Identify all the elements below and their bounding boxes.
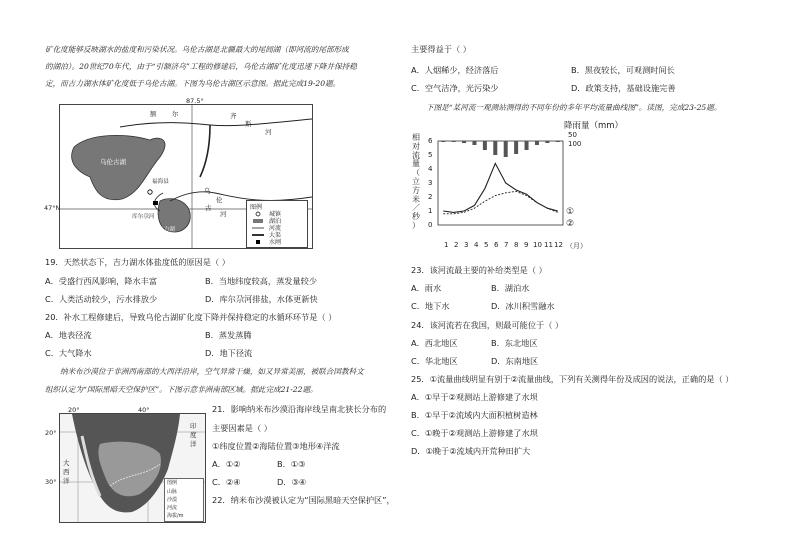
- month-2: 2: [454, 241, 459, 249]
- map1-label-wu: 乌: [204, 187, 211, 195]
- q23-option-c[interactable]: C．地下水: [411, 301, 450, 311]
- q25-option-a[interactable]: A．①早于②观测站上游修建了水坝: [411, 392, 538, 402]
- intro2-line-2: 组织认定为“国际黑暗天空保护区”。下图示意非洲南部区域。据此完成21-22题。: [45, 385, 318, 394]
- month-1: 1: [444, 241, 449, 249]
- q20-option-c[interactable]: C．大气降水: [45, 348, 92, 358]
- month-5: 5: [484, 241, 489, 249]
- q25-option-d[interactable]: D．①晚于②流域内开荒种田扩大: [411, 446, 531, 456]
- flow-tick-6: 6: [428, 137, 433, 145]
- q21-items: ①纬度位置②海陆位置③地形④洋流: [212, 441, 340, 451]
- q24-option-a[interactable]: A．西北地区: [411, 338, 458, 348]
- q24-stem: 24．该河流若在我国，则最可能位于（ ）: [411, 320, 564, 330]
- map2-legend-mountain: 山脉: [167, 489, 178, 495]
- intro3: 下图是“某河流一观测站测得的不同年份的多年平均流量曲线图”。读图，完成23-25题。: [426, 103, 722, 112]
- flow-tick-2: 2: [428, 193, 433, 201]
- curve-1-label: ①: [566, 207, 575, 217]
- rainfall-bar: [493, 141, 497, 155]
- map1-legend-lake: 湖泊: [269, 218, 282, 225]
- intro-line-1: 矿化度能够反映湖水的盐度和污染状况。乌伦古湖是北疆最大的尾闾湖（即河流的尾部形成: [45, 45, 349, 54]
- q23-option-a[interactable]: A．雨水: [411, 283, 442, 293]
- q23-stem: 23．该河流最主要的补给类型是（ ）: [411, 265, 547, 275]
- rainfall-bar: [504, 141, 508, 157]
- map1-label-jili-lake: 吉力湖: [158, 227, 175, 233]
- rainfall-bar: [441, 141, 445, 142]
- flow-tick-1: 1: [428, 207, 433, 215]
- flow-tick-3: 3: [428, 179, 433, 187]
- southern-africa-map: [59, 413, 206, 523]
- flow-tick-5: 5: [428, 151, 433, 159]
- q23-option-b[interactable]: B．湖泊水: [491, 283, 530, 293]
- q24-option-b[interactable]: B．东北地区: [491, 338, 538, 348]
- q19-option-c[interactable]: C．人类活动较少，污水排放少: [45, 294, 158, 304]
- map2-legend-desert: 沙漠: [167, 497, 178, 503]
- curve-2-label: ②: [566, 219, 575, 229]
- map1-label-lun: 伦: [216, 196, 223, 204]
- q24-option-c[interactable]: C．华北地区: [411, 356, 458, 366]
- map1-legend-town: 城镇: [269, 211, 282, 218]
- q20-stem: 20．补水工程修建后，导致乌伦古湖矿化度下降并保持稳定的水循环环节是（ ）: [45, 312, 337, 322]
- q24-option-d[interactable]: D．东南地区: [491, 356, 539, 366]
- q25-stem: 25．①流量曲线明显有别于②流量曲线，下列有关测得年份及成因的说法，正确的是（ ）: [411, 374, 734, 384]
- q22-option-c[interactable]: C．空气洁净，光污染少: [411, 83, 499, 93]
- month-7: 7: [504, 241, 509, 249]
- map2-legend: [164, 478, 204, 522]
- q25-option-b[interactable]: B．①早于②流域内大面积植树造林: [411, 410, 538, 420]
- rainfall-bar: [462, 141, 466, 143]
- rain-tick-50: 50: [568, 131, 577, 139]
- intro-line-2: 的湖泊）。20世纪70年代，由于“引额济乌”工程的修建后，乌伦古湖矿化度迅速下降并保持稳: [45, 62, 357, 71]
- q19-option-b[interactable]: B．当地纬度较高，蒸发量较少: [205, 276, 318, 286]
- map1-legend-sluice: 水闸: [269, 239, 282, 246]
- map2-atlantic: 大西洋: [63, 459, 70, 485]
- map1-label-he: 河: [265, 128, 272, 136]
- month-12: 12: [554, 241, 563, 249]
- q19-stem: 19．天然状态下，吉力湖水体盐度低的原因是（ ）: [45, 257, 230, 267]
- map2-indian: 印度洋: [190, 422, 197, 448]
- map1-label-ulungur-lake: 乌伦古湖: [100, 158, 126, 166]
- q19-option-d[interactable]: D．库尔尕河排盐，水体更新快: [205, 294, 318, 304]
- month-8: 8: [514, 241, 519, 249]
- q21-option-d[interactable]: D．③④: [277, 477, 307, 487]
- flow-tick-0: 0: [428, 221, 433, 229]
- map1-label-qi: 齐: [230, 112, 237, 120]
- flow-chart: [408, 120, 648, 255]
- q21-stem-2: 主要因素是（ ）: [212, 423, 272, 433]
- q22-option-b[interactable]: B．黑夜较长，可观测时间长: [571, 65, 675, 75]
- map2-legend-river: 河流: [167, 505, 178, 511]
- q19-option-a[interactable]: A．受盛行西风影响，降水丰富: [45, 276, 158, 286]
- map1-label-er: 尔: [172, 110, 179, 118]
- month-6: 6: [494, 241, 499, 249]
- rainfall-bar: [514, 141, 518, 154]
- flow-chart-y-label: 相 对 流 量 （ 立 方 米 ／ 秒 ）: [412, 133, 420, 230]
- map1-legend-title: 图例: [250, 204, 263, 211]
- intro2-line-1: 纳米布沙漠位于非洲西南部的大西洋沿岸，空气异常干燥，如又异常美丽，被联合国教科文: [60, 367, 364, 376]
- q21-option-a[interactable]: A．①②: [212, 459, 241, 469]
- map2-legend-title: 图例: [167, 480, 178, 486]
- flow-tick-4: 4: [428, 165, 433, 173]
- month-9: 9: [524, 241, 529, 249]
- rainfall-bar: [483, 141, 487, 150]
- map1-label-e: 额: [150, 110, 157, 118]
- rainfall-bar: [472, 141, 476, 145]
- map2-lat-30: 30°: [45, 478, 57, 486]
- intro-line-3: 定，而吉力湖水体矿化度低于乌伦古湖。下图为乌伦古湖区示意图。据此完成19-20题。: [45, 79, 341, 88]
- rainfall-bar: [556, 141, 560, 142]
- map1-legend-symbols: [247, 201, 267, 247]
- q20-option-a[interactable]: A．地表径流: [45, 330, 92, 340]
- q23-option-d[interactable]: D．冰川积雪融水: [491, 301, 555, 311]
- q21-stem-1: 21．影响纳米布沙漠沿海岸线呈南北狭长分布的: [212, 404, 387, 414]
- q25-option-c[interactable]: C．①晚于②观测站上游修建了水坝: [411, 428, 538, 438]
- map1-label-he2: 河: [220, 210, 227, 218]
- rain-tick-100: 100: [568, 140, 582, 148]
- map1-legend-river: 河流: [269, 225, 282, 232]
- rainfall-bar: [545, 141, 549, 143]
- q20-option-b[interactable]: B．蒸发蒸腾: [205, 330, 252, 340]
- map1-label-fuhai: 福海县: [152, 179, 169, 185]
- q21-option-c[interactable]: C．②④: [212, 477, 241, 487]
- month-4: 4: [474, 241, 479, 249]
- month-3: 3: [464, 241, 469, 249]
- q22-option-a[interactable]: A．人烟稀少，经济落后: [411, 65, 499, 75]
- rainfall-bar: [535, 141, 539, 145]
- map1-latitude: 47°N: [44, 204, 61, 212]
- rainfall-bar: [525, 141, 529, 150]
- map2-lon-40: 40°: [138, 406, 150, 414]
- map1-label-kurgan: 库尔尕河: [132, 214, 155, 220]
- q22-stem-cont: 主要得益于（ ）: [411, 44, 471, 54]
- month-unit: （月）: [566, 242, 587, 250]
- month-10: 10: [533, 241, 542, 249]
- map1-legend: [246, 200, 308, 248]
- q22-option-d[interactable]: D．政策支持，基础设施完善: [571, 83, 676, 93]
- flow-curve-2: [443, 191, 558, 213]
- map2-lon-20: 20°: [68, 406, 80, 414]
- month-11: 11: [544, 241, 553, 249]
- lake-region-map: [59, 104, 313, 249]
- q20-option-d[interactable]: D．地下径流: [205, 348, 253, 358]
- flow-chart-plot: [408, 120, 648, 255]
- map2-legend-elevation: 海拔/m: [167, 513, 184, 519]
- map1-label-gu: 古: [205, 204, 212, 212]
- map1-label-si: 斯: [245, 120, 252, 128]
- q21-option-b[interactable]: B．①③: [277, 459, 306, 469]
- map2-lat-20: 20°: [45, 429, 57, 437]
- map1-legend-canal: 大渠: [269, 232, 282, 239]
- rainfall-bar: [452, 141, 456, 142]
- flow-chart-rain-label: 降雨量（mm）: [564, 121, 624, 131]
- q22-stem: 22．纳米布沙漠被认定为“国际黑暗天空保护区”，: [212, 495, 395, 505]
- map1-longitude: 87.5°: [186, 97, 204, 105]
